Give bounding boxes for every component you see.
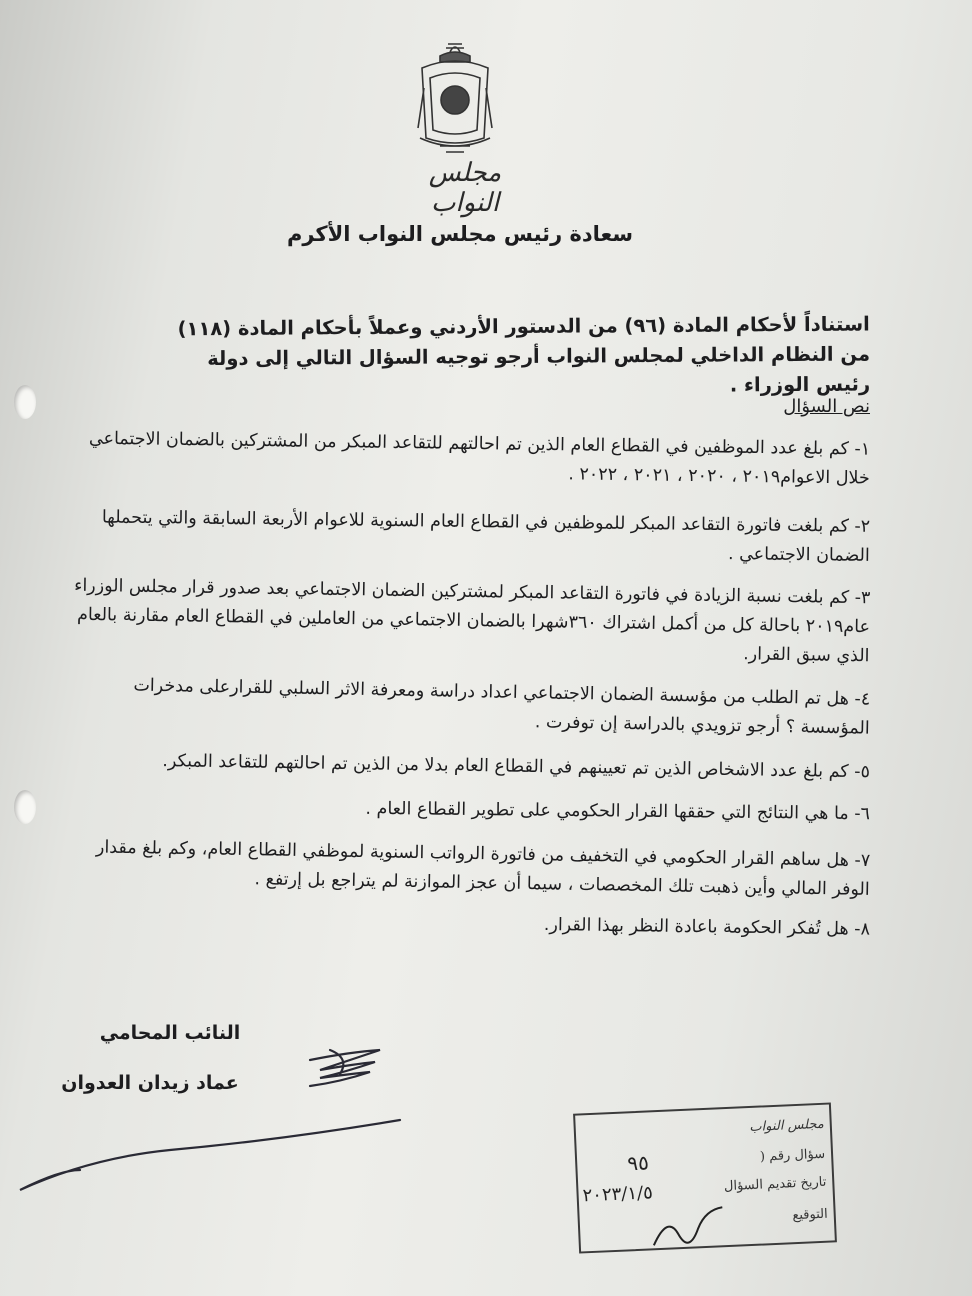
question-heading: نص السؤال [783, 396, 870, 417]
punch-hole [14, 790, 36, 824]
question-item: ٢- كم بلغت فاتورة التقاعد المبكر للموظفين في القطاع العام السنوية للاعوام الأربعة السابقة والتي يتحملها الضمان الاجتماعي . [101, 507, 871, 566]
intro-paragraph: استناداً لأحكام المادة (٩٦) من الدستور الأردني وعملاً بأحكام المادة (١١٨) من النظام الداخلي لمجلس النواب أرجو توجيه السؤال التالي إلى دولة رئيس الوزراء . [177, 312, 871, 397]
question-item: ٣- كم بلغت نسبة الزيادة في فاتورة التقاعد المبكر لمشتركين الضمان الاجتماعي بعد صدور قرار مجلس الوزراء عام٢٠١٩ باحالة كل من أكمل اشتراك ٣٦٠شهرا بالضمان الاجتماعي من العاملين في القطاع العام مقارنة بالعام الذي سبق القرار. [74, 575, 871, 667]
stamp-signature [647, 1202, 729, 1255]
jordan-coat-of-arms-icon [410, 38, 500, 158]
receipt-stamp [573, 1102, 837, 1253]
signatory-name: عماد زيدان العدوان [61, 1072, 239, 1094]
signatory-title: النائب المحامي [99, 1022, 241, 1044]
stamp-signature-label: التوقيع [792, 1206, 829, 1224]
handwritten-signature [0, 1030, 420, 1200]
addressee: سعادة رئيس مجلس النواب الأكرم [286, 222, 634, 246]
stamp-date-label: تاريخ تقديم السؤال [723, 1174, 827, 1195]
stamp-question-number: ٩٥ [626, 1150, 650, 1176]
question-item: ٥- كم بلغ عدد الاشخاص الذين تم تعيينهم في القطاع العام بدلا من الذين تم احالتهم للتقاعد المبكر. [162, 751, 871, 783]
punch-hole [14, 385, 36, 419]
stamp-header: مجلس النواب [749, 1116, 825, 1136]
stamp-question-number-label: سؤال رقم ( [759, 1146, 826, 1165]
question-item: ٧- هل ساهم القرار الحكومي في التخفيف من فاتورة الرواتب السنوية لموظفي القطاع العام، وكم بلغ مقدار الوفر المالي وأين ذهبت تلك المخصصات ، سيما أن عجز الموازنة لم يتراجع بل إرتفع . [95, 837, 871, 900]
institution-logo: مجلس النواب [428, 158, 502, 218]
question-item: ٨- هل تُفكر الحكومة باعادة النظر بهذا القرار. [543, 915, 871, 940]
question-item: ٦- ما هي النتائج التي حققها القرار الحكومي على تطوير القطاع العام . [365, 798, 871, 825]
question-item: ٤- هل تم الطلب من مؤسسة الضمان الاجتماعي اعداد دراسة ومعرفة الاثر السلبي للقرارعلى مدخرات المؤسسة ؟ أرجو تزويدي بالدراسة إن توفرت . [133, 675, 871, 739]
question-item: ١- كم بلغ عدد الموظفين في القطاع العام الذين تم احالتهم للتقاعد المبكر من المشتركين بالضمان الاجتماعي خلال الاعوام٢٠١٩ ، ٢٠٢٠ ، ٢٠٢١ ، ٢٠٢٢ . [88, 428, 871, 489]
stamp-date: ٢٠٢٣/١/٥ [582, 1182, 654, 1207]
